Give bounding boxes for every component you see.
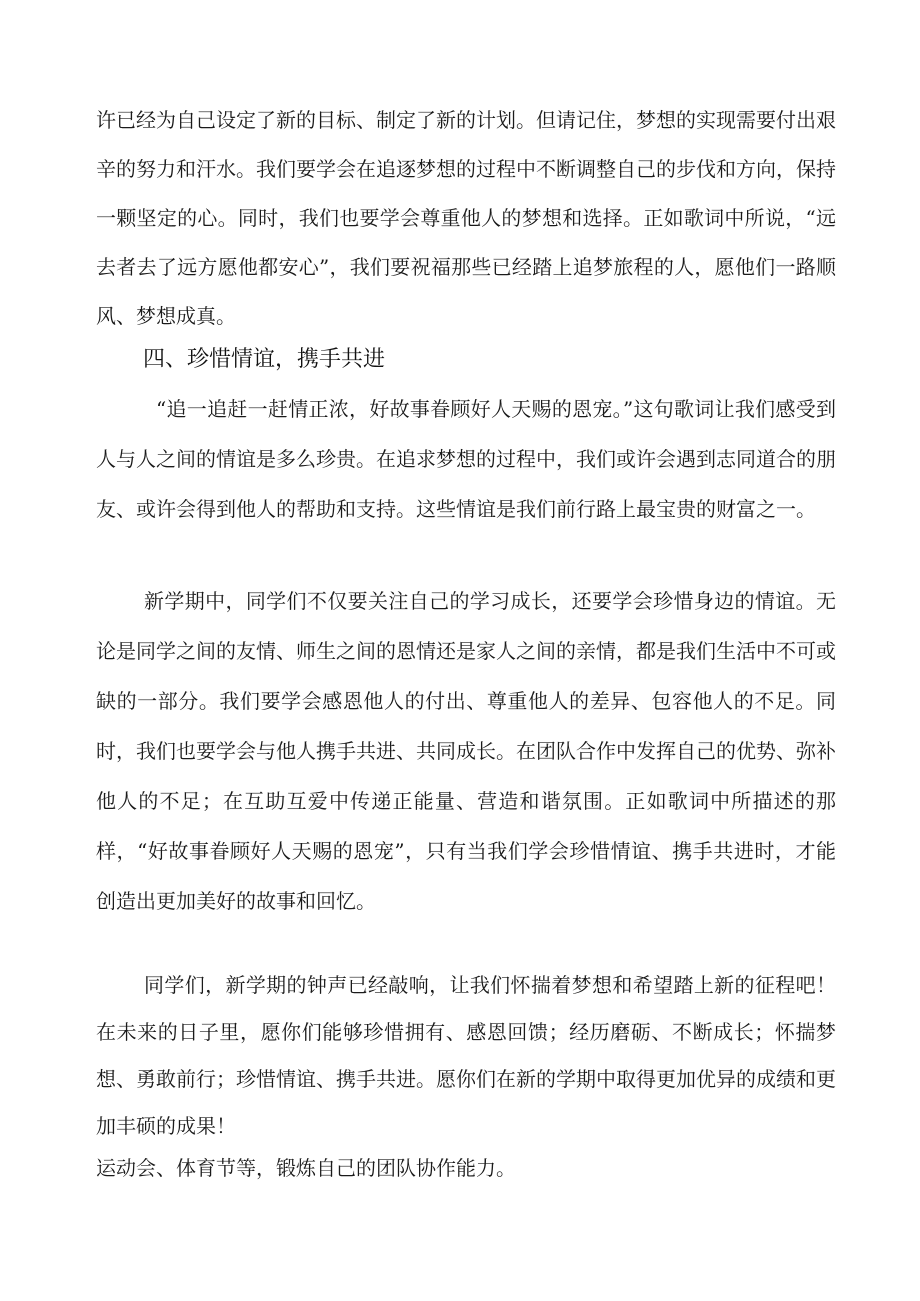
- paragraph-friendship-body: 新学期中，同学们不仅要关注自己的学习成长，还要学会珍惜身边的情谊。无论是同学之间的友情、师生之间的恩情还是家人之间的亲情，都是我们生活中不可或缺的一部分。我们要学会感恩他人的付出、尊重他人的差异、包容他人的不足。同时，我们也要学会与他人携手共进、共同成长。在团队合作中发挥自己的优势、弥补他人的不足；在互助互爱中传递正能量、营造和谐氛围。正如歌词中所描述的那样，“好故事眷顾好人天赐的恩宠”，只有当我们学会珍惜情谊、携手共进时，才能创造出更加美好的故事和回忆。: [96, 589, 836, 913]
- section-heading: 四、珍惜情谊，携手共进: [143, 347, 386, 372]
- paragraph-dream-continuation: 许已经为自己设定了新的目标、制定了新的计划。但请记住，梦想的实现需要付出艰辛的努力和汗水。我们要学会在追逐梦想的过程中不断调整自己的步伐和方向，保持一颗坚定的心。同时，我们也要学会尊重他人的梦想和选择。正如歌词中所说，“远去者去了远方愿他都安心”，我们要祝福那些已经踏上追梦旅程的人，愿他们一路顺风、梦想成真。: [96, 108, 836, 328]
- paragraph-closing: 同学们，新学期的钟声已经敲响，让我们怀揣着梦想和希望踏上新的征程吧！在未来的日子里，愿你们能够珍惜拥有、感恩回馈；经历磨砺、不断成长；怀揣梦想、勇敢前行；珍惜情谊、携手共进。愿你们在新的学期中取得更加优异的成绩和更加丰硕的成果！: [96, 973, 836, 1138]
- paragraph-stray-line: 运动会、体育节等，锻炼自己的团队协作能力。: [96, 1156, 516, 1180]
- paragraph-friendship-intro: “追一追赶一赶情正浓，好故事眷顾好人天赐的恩宠。”这句歌词让我们感受到人与人之间的情谊是多么珍贵。在追求梦想的过程中，我们或许会遇到志同道合的朋友、或许会得到他人的帮助和支持。这些情谊是我们前行路上最宝贵的财富之一。: [96, 397, 836, 521]
